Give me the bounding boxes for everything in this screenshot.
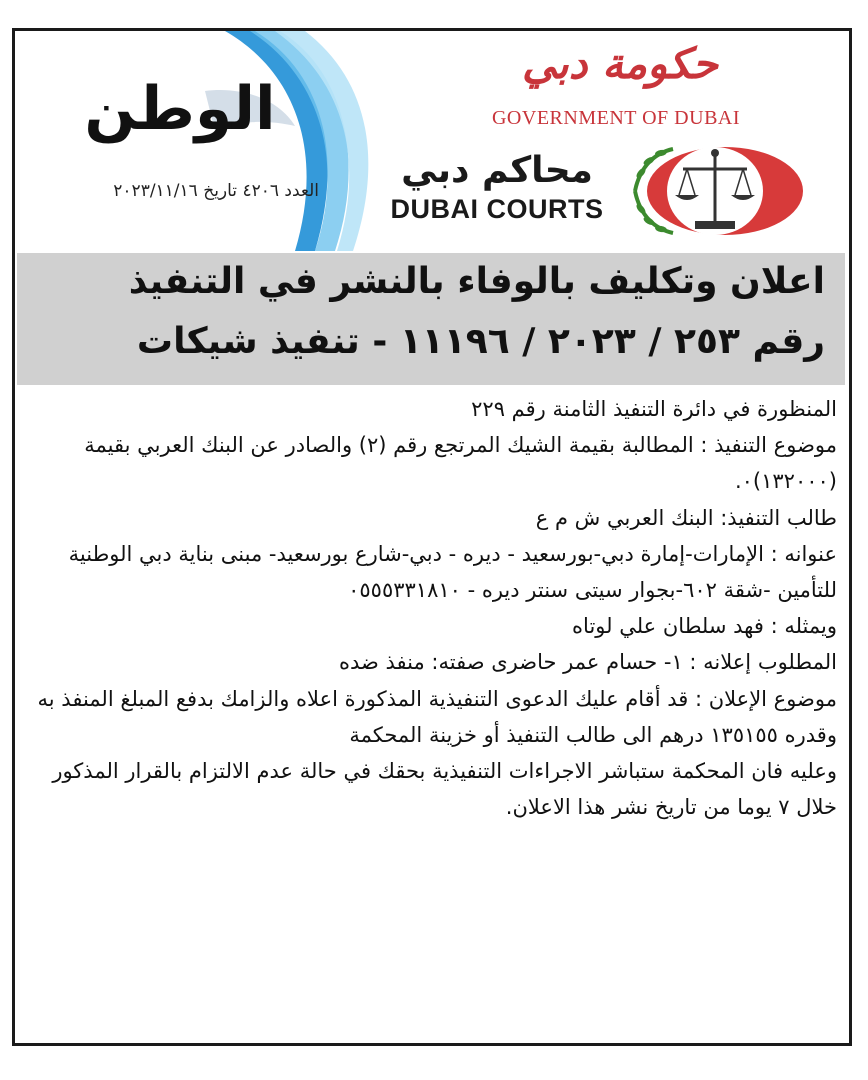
notice-body [25,391,837,825]
notice-paragraph: طالب التنفيذ: البنك العربي ش م ع [535,505,837,530]
notice-paragraph: موضوع التنفيذ : المطالبة بقيمة الشيك المرتجع رقم (٢) والصادر عن البنك العربي بقيمة (١٣٢٠٠٠)٠. [84,433,837,494]
notice-title-line-1: اعلان وتكليف بالوفاء بالنشر في التنفيذ [128,261,825,302]
issue-date-line: العدد ٤٢٠٦ تاريخ ٢٠٢٣/١١/١٦ [113,181,319,201]
notice-frame [12,28,852,1046]
courts-scales-emblem-icon [615,141,805,241]
notice-header [15,31,849,251]
government-logo-english: GOVERNMENT OF DUBAI [491,107,741,129]
notice-paragraph: عنوانه : الإمارات-إمارة دبي-بورسعيد - ديره - دبي-شارع بورسعيد- مبنى بناية دبي الوطنية للتأمين -شقة ٦٠٢-بجوار سيتى سنتر ديره - ٠٥٥٥٣٣١٨١٠ [68,541,837,603]
notice-paragraph: المنظورة في دائرة التنفيذ الثامنة رقم ٢٢٩ [471,397,837,421]
newspaper-name: الوطن [84,74,276,144]
notice-title-band [17,253,845,385]
courts-name-english: DUBAI COURTS [390,194,604,224]
notice-paragraph: وعليه فان المحكمة ستباشر الاجراءات التنفيذية بحقك في حالة عدم الالتزام بالقرار المذكور خلال ٧ يوما من تاريخ نشر هذا الاعلان. [52,759,837,820]
notice-paragraph: المطلوب إعلانه : ١- حسام عمر حاضرى صفته: منفذ ضده [338,650,837,675]
courts-name-arabic: محاكم دبي [401,150,593,191]
notice-paragraph: ويمثله : فهد سلطان علي لوتاه [572,614,837,639]
notice-paragraph: موضوع الإعلان : قد أقام عليك الدعوى التنفيذية المذكورة اعلاه والزامك بدفع المبلغ المنفذ به وقدره ١٣٥١٥٥ درهم الى طالب التنفيذ أو خزينة المحكمة [37,686,837,747]
government-logo-arabic: حكومة دبي [522,39,718,88]
notice-title-line-2: رقم ٢٥٣ / ٢٠٢٣ / ١١١٩٦ - تنفيذ شيكات [136,321,825,362]
